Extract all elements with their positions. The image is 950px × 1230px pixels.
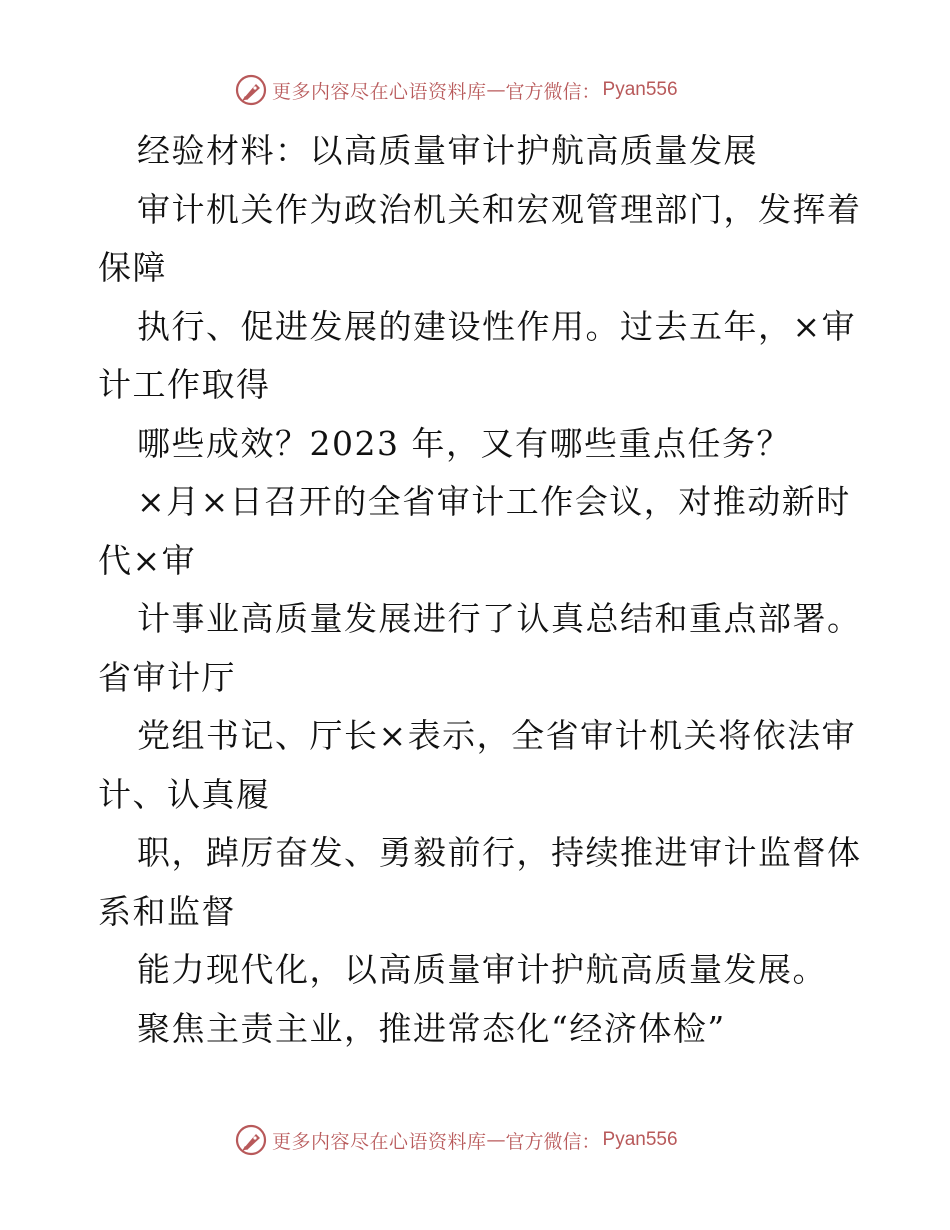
pen-nib-logo-icon <box>234 1123 268 1157</box>
text-line: 职，踔厉奋发、勇毅前行，持续推进审计监督体 <box>137 833 862 872</box>
text-line: 经验材料：以高质量审计护航高质量发展 <box>137 131 758 170</box>
text-line: 系和监督 <box>98 891 236 931</box>
header-banner <box>234 72 678 108</box>
footer-banner <box>234 1122 678 1158</box>
text-line: 省审计厅 <box>98 657 236 697</box>
banner-wechat-label: 官方微信： <box>505 80 601 103</box>
banner-wechat-label: 官方微信： <box>505 1130 601 1153</box>
pen-nib-logo-icon <box>234 73 268 107</box>
text-line: 聚焦主责主业，推进常态化“经济体检” <box>137 1008 726 1048</box>
document-body <box>98 122 868 1058</box>
banner-wechat-id: Pyan556 <box>602 1129 678 1150</box>
text-line: 计工作取得 <box>98 365 271 404</box>
text-line: 审计机关作为政治机关和宏观管理部门，发挥着 <box>137 189 862 229</box>
text-line: 执行、促进发展的建设性作用。过去五年，×审 <box>137 306 857 346</box>
text-line: ×月×日召开的全省审计工作会议，对推动新时 <box>137 482 851 521</box>
text-line: 代×审 <box>98 540 197 580</box>
banner-wechat-id: Pyan556 <box>602 79 678 100</box>
banner-separator: — <box>486 79 506 101</box>
banner-text: 更多内容尽在心语资料库 <box>272 80 487 103</box>
text-line: 计、认真履 <box>98 774 271 814</box>
text-line: 保障 <box>98 248 167 287</box>
text-line: 党组书记、厅长×表示，全省审计机关将依法审 <box>137 716 857 755</box>
text-line: 能力现代化，以高质量审计护航高质量发展。 <box>137 950 827 989</box>
banner-separator: — <box>486 1129 506 1151</box>
banner-text: 更多内容尽在心语资料库 <box>272 1130 487 1153</box>
text-line: 计事业高质量发展进行了认真总结和重点部署。 <box>137 599 862 638</box>
text-line: 哪些成效？2023 年，又有哪些重点任务？ <box>137 423 791 463</box>
